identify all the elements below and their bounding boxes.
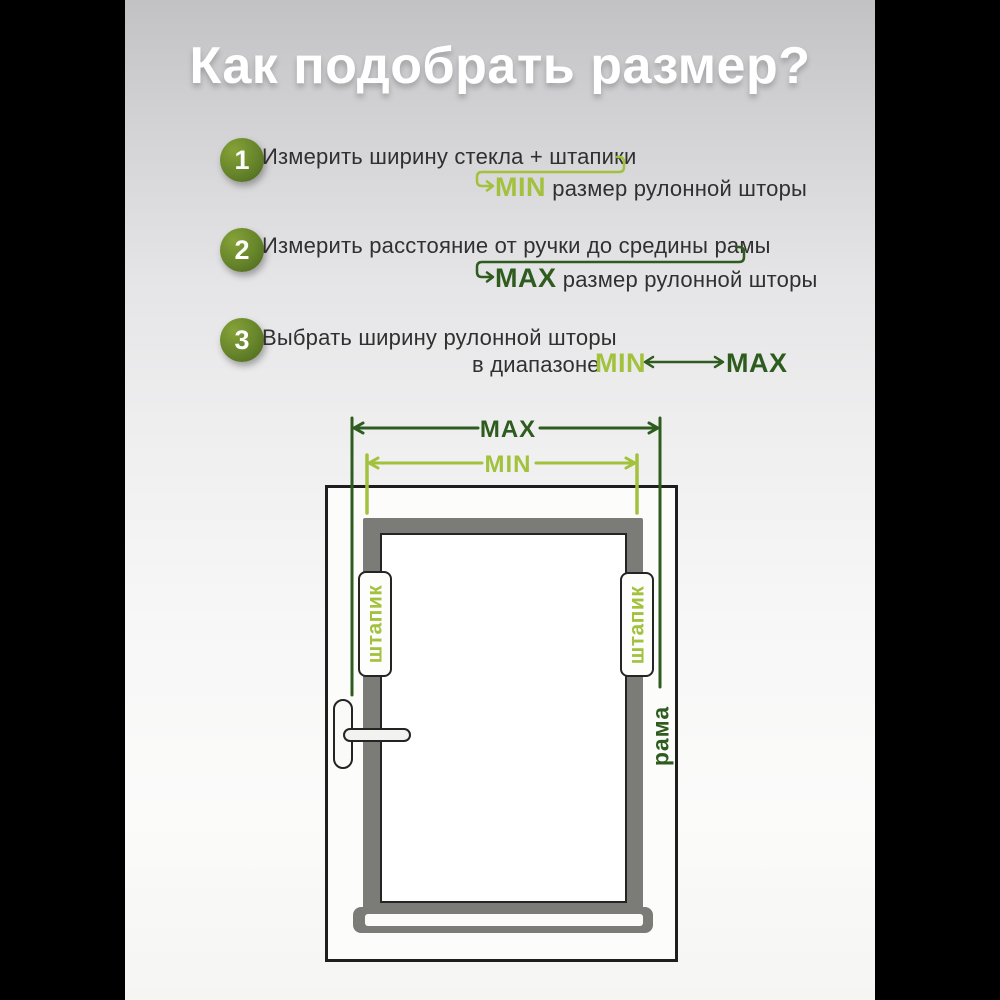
glazing-bead-label-right (620, 572, 654, 677)
page-title: Как подобрать размер? (189, 37, 811, 95)
step-3-text: Выбрать ширину рулонной шторы (262, 325, 617, 350)
window-handle-lever (343, 728, 411, 742)
window-glass (380, 533, 627, 903)
window-sill-stripe (365, 914, 643, 926)
step-2-result-text: размер рулонной шторы (556, 267, 818, 292)
max-dimension-label: MAX (479, 416, 537, 443)
glazing-bead-left-text: штапик (363, 584, 387, 664)
glazing-bead-label-left (358, 571, 392, 677)
step-3-range-label: в диапазоне (472, 352, 600, 377)
min-dimension-label: MIN (484, 451, 532, 478)
max-highlight: MAX (495, 263, 557, 293)
min-highlight: MIN (495, 172, 546, 202)
glazing-bead-right-text: штапик (625, 585, 649, 664)
range-min-label: MIN (595, 348, 646, 378)
step-2-text: Измерить расстояние от ручки до средины рамы (262, 233, 771, 258)
step-2-result (495, 263, 818, 294)
step-1-result (495, 172, 807, 203)
step-2-number-badge: 2 (220, 228, 264, 272)
step-3-number-badge: 3 (220, 318, 264, 362)
step-1-bracket-arrowhead (487, 182, 493, 191)
range-double-arrow (645, 357, 723, 367)
step-1-number-badge: 1 (220, 138, 264, 182)
step-1-result-text: размер рулонной шторы (546, 176, 808, 201)
step-1-text: Измерить ширину стекла + штапики (262, 144, 637, 169)
infographic-canvas (125, 0, 875, 1000)
step-2-bracket-arrowhead (487, 273, 493, 282)
frame-label-text: рама (647, 705, 674, 767)
window-sill (353, 907, 653, 933)
range-max-label: MAX (726, 348, 788, 378)
